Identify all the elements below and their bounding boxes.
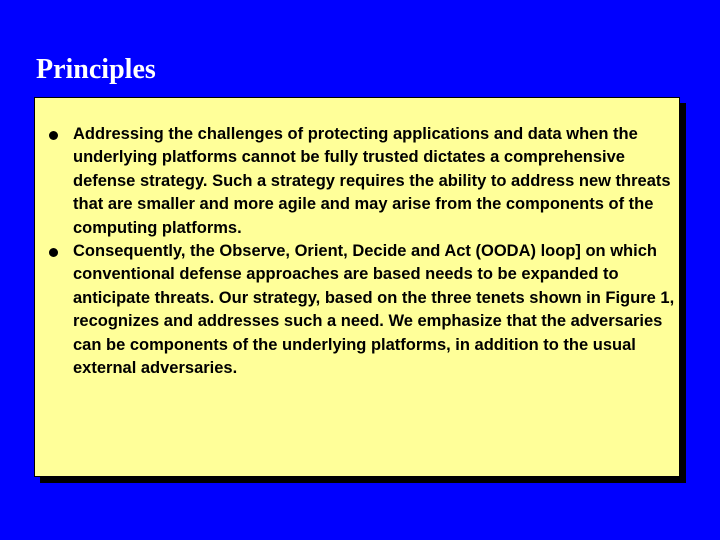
bullet-dot-icon — [49, 248, 58, 257]
bullet-item — [49, 123, 677, 240]
bullet-dot-icon — [49, 131, 58, 140]
slide-title: Principles — [36, 54, 156, 85]
bullet-item — [49, 240, 677, 380]
bullet-list — [49, 123, 677, 380]
bullet-text: Consequently, the Observe, Orient, Decide and Act (OODA) loop] on which conventional defense approaches are based needs to be expanded to anticipate threats. Our strategy, based on the three tenets shown in Figure 1, recognizes and addresses such a need. We emphasize that the adversaries can be components of the underlying platforms, in addition to the usual external adversaries. — [73, 242, 675, 378]
bullet-text: Addressing the challenges of protecting applications and data when the underlying platforms cannot be fully trusted dictates a comprehensive defense strategy. Such a strategy requires the ability to address new threats that are smaller and more agile and may arise from the components of the computing platforms. — [73, 125, 671, 237]
content-box — [34, 97, 680, 477]
